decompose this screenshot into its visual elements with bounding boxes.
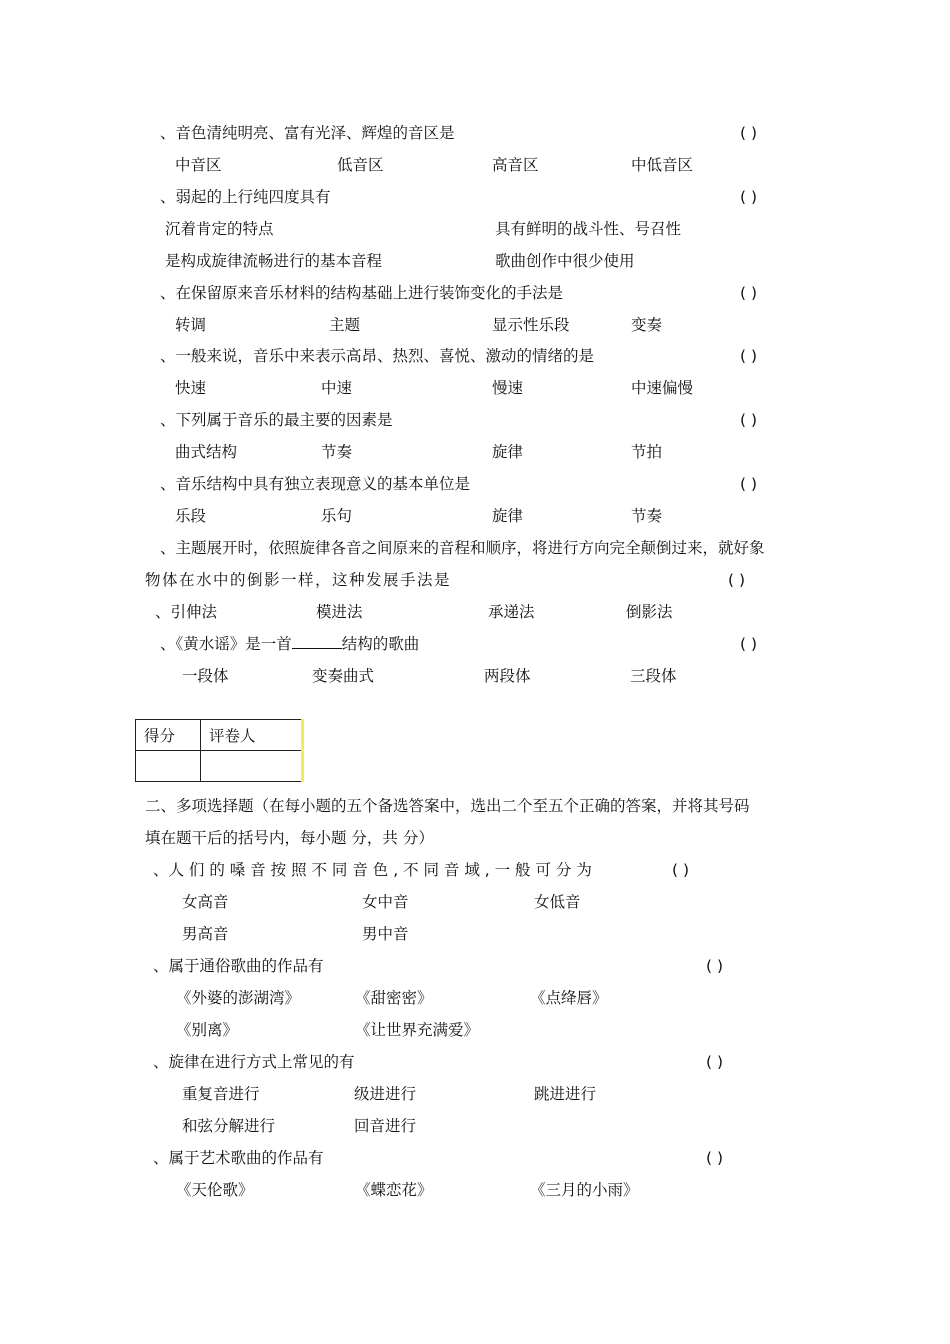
- option: 旋律: [492, 443, 524, 461]
- option: 显示性乐段: [492, 316, 570, 334]
- option: 中低音区: [631, 156, 694, 174]
- option: 主题: [329, 316, 361, 334]
- option: 承递法: [488, 603, 535, 621]
- option: 中音区: [175, 156, 222, 174]
- answer-parentheses[interactable]: ( ): [740, 411, 758, 429]
- question-stem: 、主题展开时，依照旋律各音之间原来的音程和顺序，将进行方向完全颠倒过来，就好象: [160, 539, 765, 557]
- question-stem: 、音乐结构中具有独立表现意义的基本单位是: [160, 475, 471, 493]
- question-stem-part: 结构的歌曲: [341, 635, 420, 653]
- answer-parentheses[interactable]: ( ): [706, 957, 724, 975]
- option: 女中音: [362, 893, 409, 911]
- question-stem: 、弱起的上行纯四度具有: [160, 188, 331, 206]
- question-stem: 、属于通俗歌曲的作品有: [153, 957, 324, 975]
- option: 模进法: [316, 603, 363, 621]
- option: 一段体: [182, 667, 229, 685]
- option: 乐句: [321, 507, 353, 525]
- option: 沉着肯定的特点: [165, 220, 274, 238]
- section-heading-continued: 填在题干后的括号内，每小题 分，共 分）: [145, 829, 434, 847]
- option: 跳进进行: [534, 1085, 597, 1103]
- question-stem: 、在保留原来音乐材料的结构基础上进行装饰变化的手法是: [160, 284, 564, 302]
- question-stem-part: 、《黄水谣》是一首: [160, 635, 292, 653]
- question-stem: 、人 们 的 嗓 音 按 照 不 同 音 色 , 不 同 音 域 , 一 般 可 分 为: [153, 861, 592, 879]
- option: 《三月的小雨》: [530, 1181, 639, 1199]
- option: 《蝶恋花》: [355, 1181, 433, 1199]
- option: 慢速: [492, 379, 524, 397]
- option: 变奏曲式: [312, 667, 375, 685]
- option: 两段体: [484, 667, 531, 685]
- option: 、引伸法: [155, 603, 218, 621]
- answer-parentheses[interactable]: ( ): [672, 861, 690, 879]
- option: 女高音: [182, 893, 229, 911]
- option: 和弦分解进行: [182, 1117, 276, 1135]
- score-table: [135, 719, 304, 782]
- option: 高音区: [492, 156, 539, 174]
- option: 具有鲜明的战斗性、号召性: [495, 220, 682, 238]
- answer-parentheses[interactable]: ( ): [740, 475, 758, 493]
- question-stem: 、下列属于音乐的最主要的因素是: [160, 411, 393, 429]
- option: 低音区: [337, 156, 384, 174]
- option: 级进进行: [354, 1085, 417, 1103]
- question-stem: 、属于艺术歌曲的作品有: [153, 1149, 324, 1167]
- option: 节奏: [321, 443, 353, 461]
- option: 节拍: [631, 443, 663, 461]
- score-cell[interactable]: [136, 751, 201, 782]
- question-stem-continued: 物体在水中的倒影一样，这种发展手法是: [145, 571, 452, 589]
- option: 回音进行: [354, 1117, 417, 1135]
- option: 倒影法: [626, 603, 673, 621]
- option: 变奏: [631, 316, 663, 334]
- option: 《天伦歌》: [176, 1181, 254, 1199]
- question-stem: 、旋律在进行方式上常见的有: [153, 1053, 355, 1071]
- answer-parentheses[interactable]: ( ): [740, 635, 758, 653]
- section-heading: 二、多项选择题（在每小题的五个备选答案中，选出二个至五个正确的答案，并将其号码: [145, 797, 750, 815]
- option: 快速: [175, 379, 207, 397]
- option: 乐段: [175, 507, 207, 525]
- option: 旋律: [492, 507, 524, 525]
- option: 《点绛唇》: [530, 989, 608, 1007]
- answer-parentheses[interactable]: ( ): [706, 1053, 724, 1071]
- option: 男中音: [362, 925, 409, 943]
- score-label: 得分: [136, 720, 201, 751]
- option: 《别离》: [176, 1021, 239, 1039]
- answer-parentheses[interactable]: ( ): [706, 1149, 724, 1167]
- option: 《甜密密》: [355, 989, 433, 1007]
- option: 节奏: [631, 507, 663, 525]
- answer-parentheses[interactable]: ( ): [740, 347, 758, 365]
- grader-label: 评卷人: [201, 720, 303, 751]
- grader-cell[interactable]: [201, 751, 303, 782]
- option: 《让世界充满爱》: [355, 1021, 480, 1039]
- question-stem: 、一般来说，音乐中来表示高昂、热烈、喜悦、激动的情绪的是: [160, 347, 595, 365]
- option: 《外婆的澎湖湾》: [176, 989, 301, 1007]
- answer-parentheses[interactable]: ( ): [740, 188, 758, 206]
- answer-parentheses[interactable]: ( ): [728, 571, 746, 589]
- option: 中速偏慢: [631, 379, 694, 397]
- answer-parentheses[interactable]: ( ): [740, 284, 758, 302]
- option: 中速: [321, 379, 353, 397]
- option: 女低音: [534, 893, 581, 911]
- option: 是构成旋律流畅进行的基本音程: [165, 252, 383, 270]
- option: 男高音: [182, 925, 229, 943]
- option: 转调: [175, 316, 207, 334]
- answer-parentheses[interactable]: ( ): [740, 124, 758, 142]
- question-stem: 、音色清纯明亮、富有光泽、辉煌的音区是: [160, 124, 455, 142]
- option: 歌曲创作中很少使用: [495, 252, 635, 270]
- question-stem: [160, 634, 419, 654]
- option: 重复音进行: [182, 1085, 260, 1103]
- fill-blank: [292, 634, 342, 649]
- option: 曲式结构: [175, 443, 238, 461]
- option: 三段体: [630, 667, 677, 685]
